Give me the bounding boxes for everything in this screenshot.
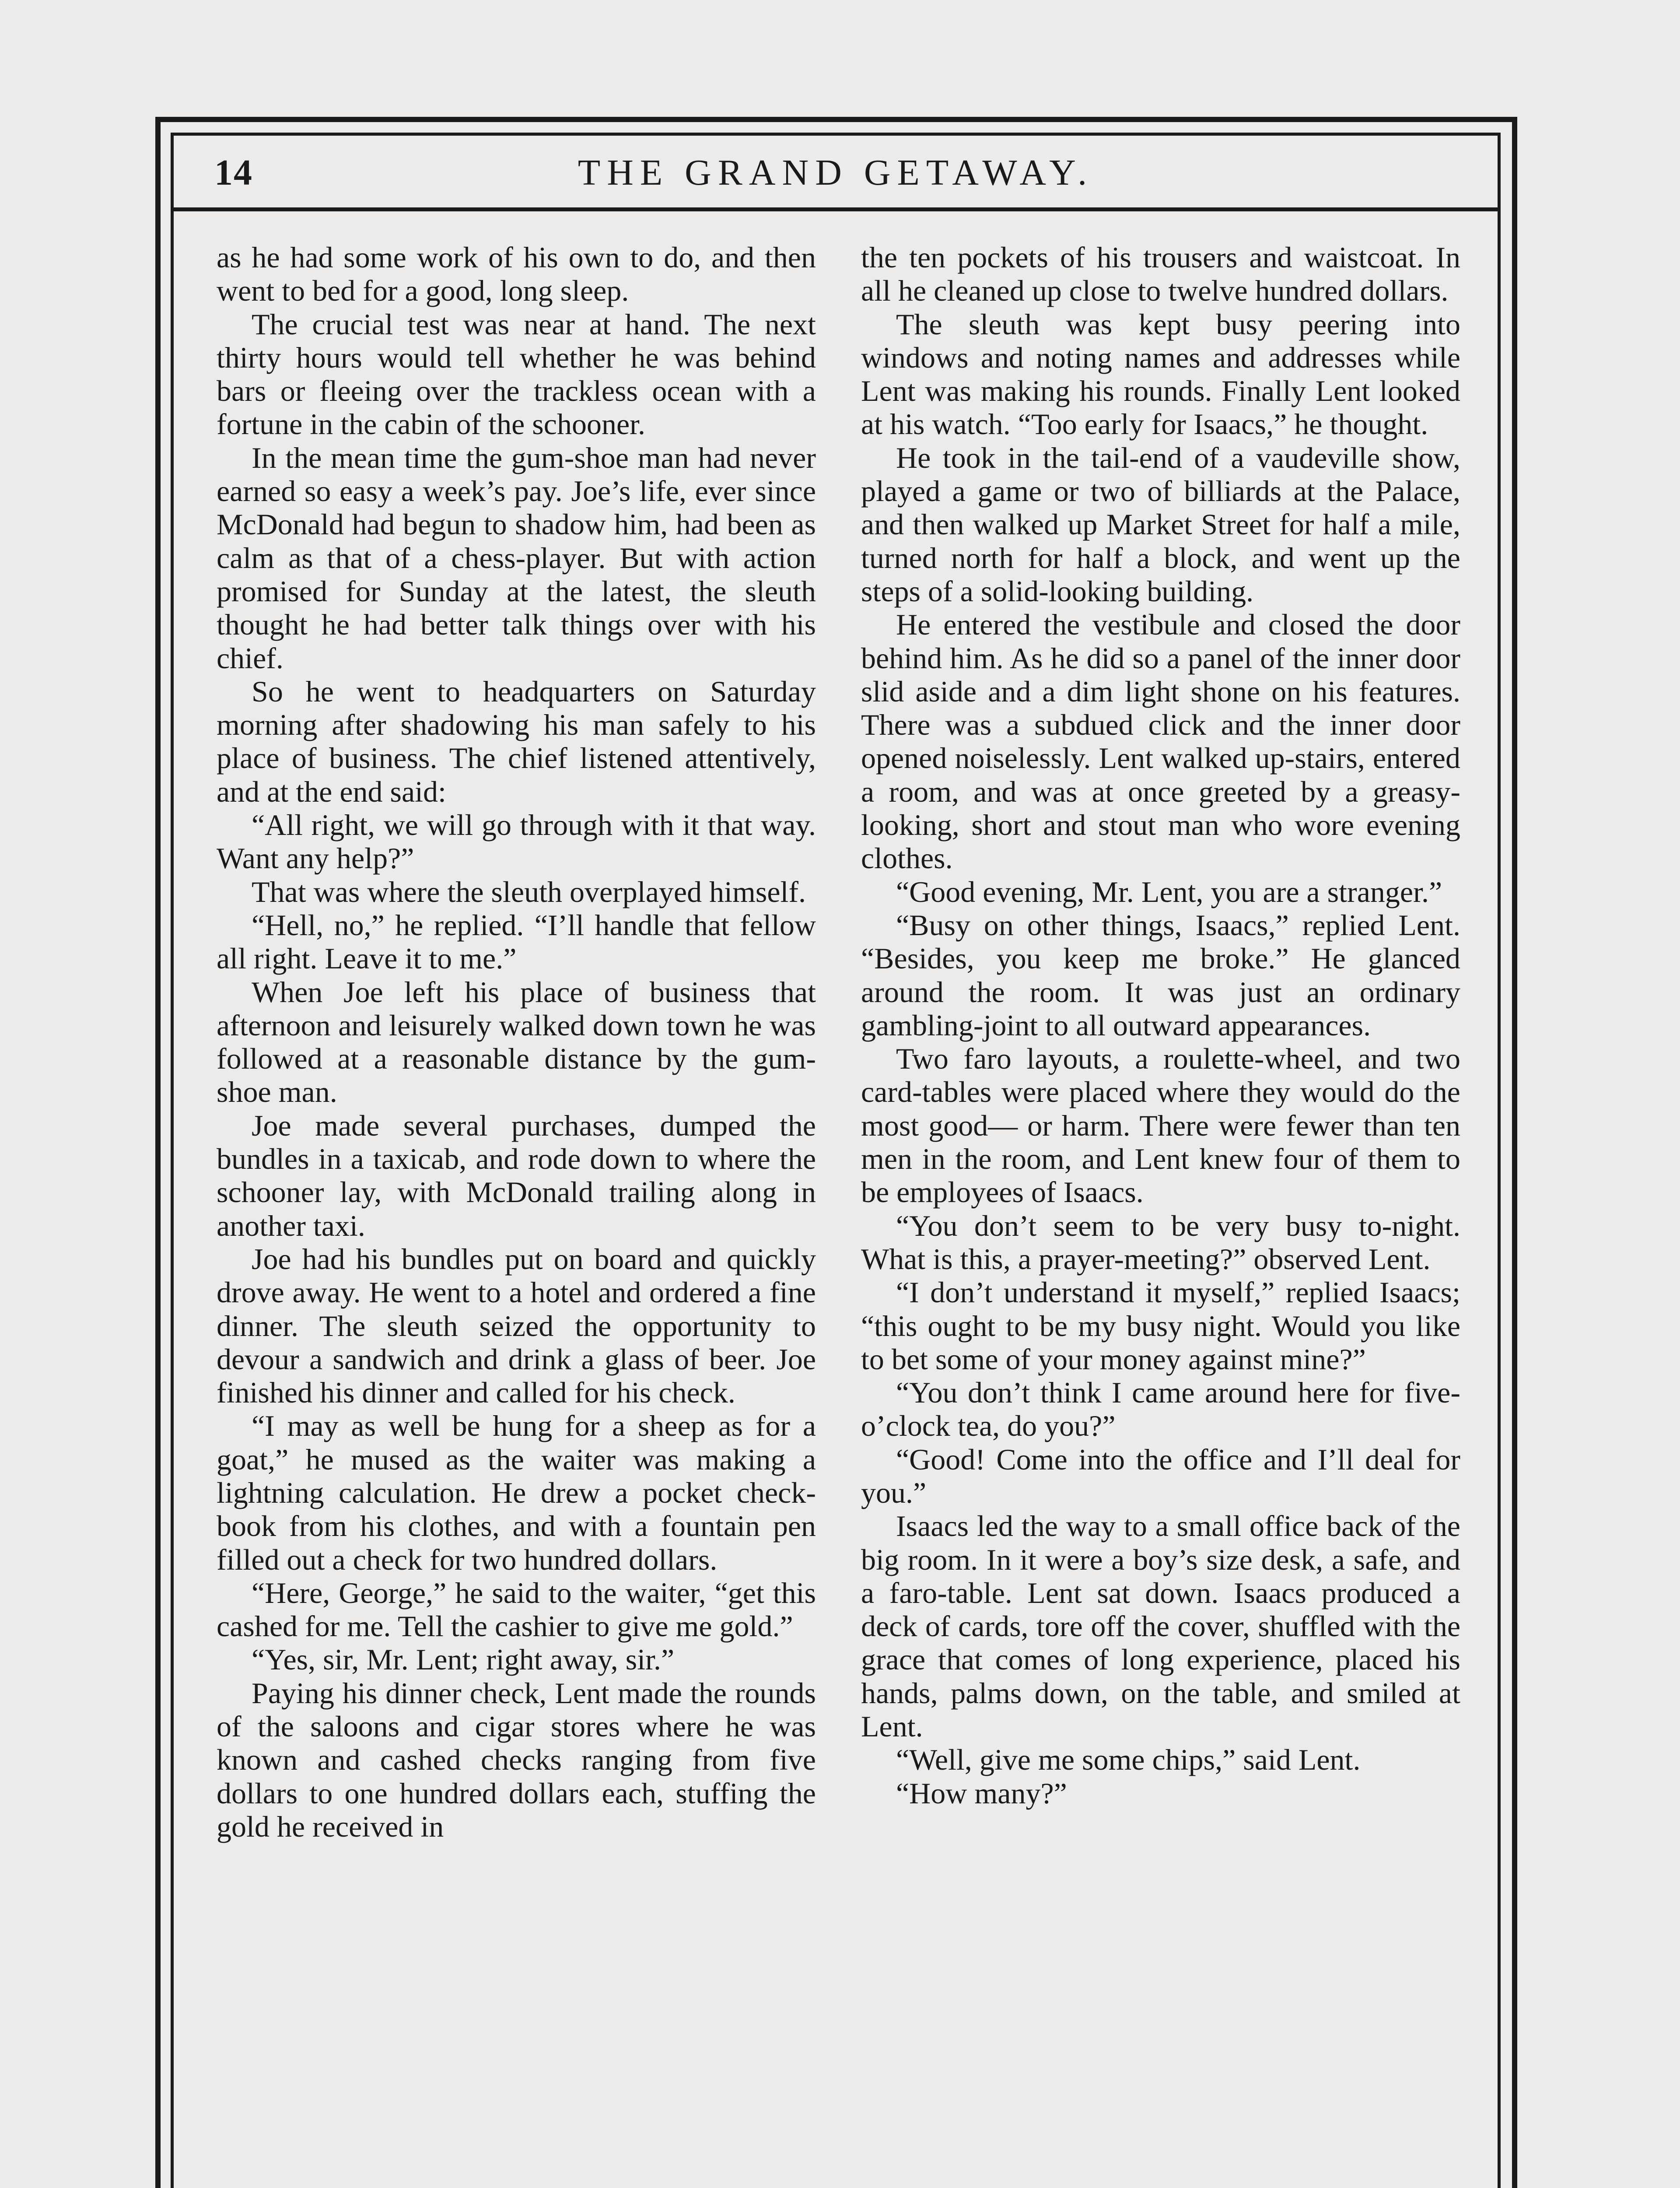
paragraph: He entered the vestibule and closed the door behind him. As he did so a panel of the inner door slid aside and a dim light shone on his features. There was a subdued click and the inner door opened noiselessly. Lent walked up-stairs, entered a room, and was at once greeted by a greasy-looking, short and stout man who wore evening clothes. [861,608,1460,875]
paragraph: He took in the tail-end of a vaudeville show, played a game or two of billiards at the Palace, and then walked up Market Street for half a mile, turned north for half a block, and went up the steps of a solid-looking building. [861,441,1460,608]
paragraph: “Busy on other things, Isaacs,” replied Lent. “Besides, you keep me broke.” He glanced around the room. It was just an ordinary gambling-joint to all outward appearances. [861,908,1460,1042]
paragraph: “I may as well be hung for a sheep as for a goat,” he mused as the waiter was making a lightning calculation. He drew a pocket check-book from his clothes, and with a fountain pen filled out a check for two hundred dollars. [217,1409,816,1576]
page-header [173,144,1498,201]
paragraph: “Here, George,” he said to the waiter, “get this cashed for me. Tell the cashier to give me gold.” [217,1576,816,1643]
paragraph: “How many?” [896,1776,1067,1810]
paragraph: “All right, we will go through with it that way. Want any help?” [217,808,816,875]
paragraph: “You don’t think I came around here for five-o’clock tea, do you?” [861,1376,1460,1443]
paragraph: the ten pockets of his trousers and waistcoat. In all he cleaned up close to twelve hundred dollars. [861,241,1460,308]
paragraph: “Hell, no,” he replied. “I’ll handle that fellow all right. Leave it to me.” [217,908,816,975]
paragraph: “You don’t seem to be very busy to-night. What is this, a prayer-meeting?” observed Lent. [861,1209,1460,1276]
left-text-column [217,241,816,1843]
paragraph: The crucial test was near at hand. The next thirty hours would tell whether he was behind bars or fleeing over the trackless ocean with a fortune in the cabin of the schooner. [217,307,816,441]
paragraph: Isaacs led the way to a small office back of the big room. In it were a boy’s size desk, a safe, and a faro-table. Lent sat down. Isaacs produced a deck of cards, tore off the cover, shuffled with the grace that comes of long experience, placed his hands, palms down, on the table, and smiled at Lent. [861,1509,1460,1743]
paragraph: In the mean time the gum-shoe man had never earned so easy a week’s pay. Joe’s life, ever since McDonald had begun to shadow him, had been as calm as that of a chess-player. But with action promised for Sunday at the latest, the sleuth thought he had better talk things over with his chief. [217,441,816,675]
paragraph: The sleuth was kept busy peering into windows and noting names and addresses while Lent was making his rounds. Finally Lent looked at his watch. “Too early for Isaacs,” he thought. [861,307,1460,441]
paragraph: as he had some work of his own to do, and then went to bed for a good, long sleep. [217,241,816,308]
paragraph: That was where the sleuth overplayed himself. [252,875,806,908]
paragraph: “Good evening, Mr. Lent, you are a stranger.” [896,875,1442,908]
paragraph: “Well, give me some chips,” said Lent. [896,1743,1361,1777]
header-rule [173,207,1498,211]
paragraph: Joe made several purchases, dumped the bundles in a taxicab, and rode down to where the schooner lay, with McDonald trailing along in another taxi. [217,1108,816,1242]
page-number: 14 [214,152,253,193]
paragraph: So he went to headquarters on Saturday morning after shadowing his man safely to his place of business. The chief listened attentively, and at the end said: [217,674,816,808]
paragraph: Paying his dinner check, Lent made the rounds of the saloons and cigar stores where he was known and cashed checks ranging from five dollars to one hundred dollars each, stuffing the gold he received in [217,1676,816,1843]
paragraph: Two faro layouts, a roulette-wheel, and two card-tables were placed where they would do the most good— or harm. There were fewer than ten men in the room, and Lent knew four of them to be employees of Isaacs. [861,1042,1460,1209]
paragraph: Joe had his bundles put on board and quickly drove away. He went to a hotel and ordered a fine dinner. The sleuth seized the opportunity to devour a sandwich and drink a glass of beer. Joe finished his dinner and called for his check. [217,1242,816,1410]
running-title: THE GRAND GETAWAY. [578,152,1094,193]
paragraph: When Joe left his place of business that afternoon and leisurely walked down town he was followed at a reasonable distance by the gum-shoe man. [217,975,816,1109]
right-text-column [861,241,1460,1810]
paragraph: “Yes, sir, Mr. Lent; right away, sir.” [252,1643,675,1676]
paragraph: “Good! Come into the office and I’ll deal for you.” [861,1442,1460,1509]
paragraph: “I don’t understand it myself,” replied Isaacs; “this ought to be my busy night. Would you like to bet some of your money against mine?” [861,1276,1460,1376]
